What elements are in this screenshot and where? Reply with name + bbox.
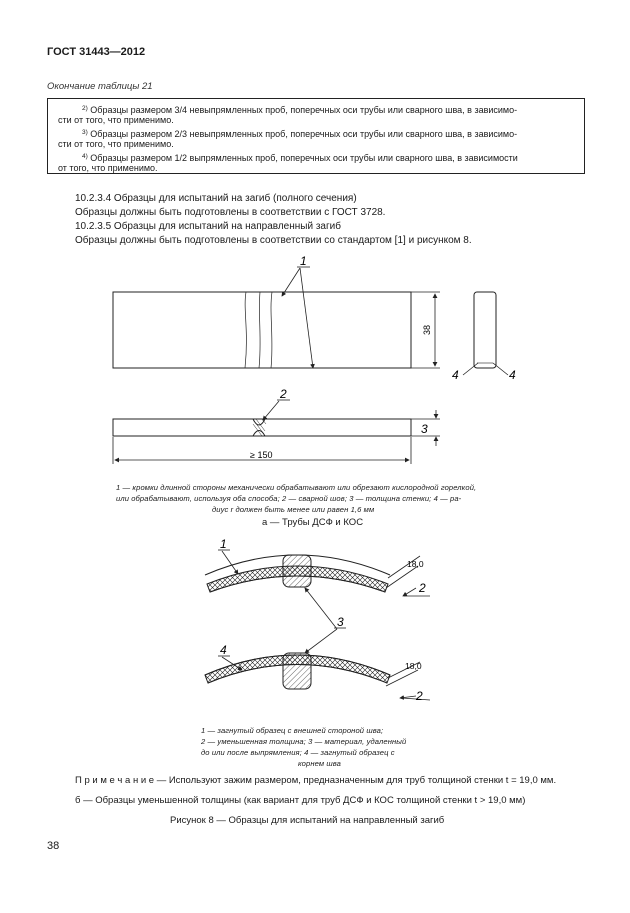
footnote-2-line1: $^{2)}$ Образцы размером 3/4 невыпрямленных проб, поперечных оси трубы или сварного шва, в зависимо-: [82, 105, 518, 115]
figure-b-drawing: [0, 530, 630, 720]
dim-b-bottom: 18,0: [405, 661, 422, 671]
dim-width-label: 38: [422, 324, 432, 335]
footnote-3-line1: $^{3)}$ Образцы размером 2/3 невыпрямленных проб, поперечных оси трубы или сварного шва, в зависимо-: [82, 129, 518, 139]
lower-bent-specimen: [205, 653, 390, 689]
label-1: 1: [300, 254, 307, 268]
footnote-2-line2: сти от того, что применимо.: [58, 115, 174, 125]
label-b-1: 1: [220, 537, 227, 551]
specimen-end-view: [463, 292, 508, 375]
label-3: 3: [421, 422, 428, 436]
body-line-1: 10.2.3.4 Образцы для испытаний на загиб (полного сечения): [75, 193, 357, 204]
dim-b-top: 18,0: [407, 559, 424, 569]
footnotes-box: [47, 98, 585, 174]
body-line-2: Образцы должны быть подготовлены в соответствии с ГОСТ 3728.: [75, 207, 386, 218]
body-line-4: Образцы должны быть подготовлены в соответствии со стандартом [1] и рисунком 8.: [75, 235, 472, 246]
table-caption: Окончание таблицы 21: [47, 81, 153, 92]
figure-b-legend-3: до или после выпрямления; 4 — загнутый образец с: [201, 748, 395, 757]
leader-1: [282, 267, 313, 368]
document-header: ГОСТ 31443—2012: [47, 46, 146, 58]
figure-a-caption: а — Трубы ДСФ и КОС: [262, 517, 364, 528]
figure-b-legend-1: 1 — загнутый образец с внешней стороной шва;: [201, 726, 384, 735]
label-b-4: 4: [220, 643, 227, 657]
page-number: 38: [47, 840, 60, 852]
specimen-plan-view: [113, 292, 411, 368]
dim-length-label: ≥ 150: [250, 450, 273, 460]
label-b-2a: 2: [419, 581, 426, 595]
label-4b: 4: [509, 368, 516, 382]
figure-b-legend-4: корнем шва: [298, 759, 341, 768]
upper-bent-specimen: [205, 555, 390, 592]
label-2: 2: [280, 387, 287, 401]
leader-2: [263, 400, 290, 420]
label-4a: 4: [452, 368, 459, 382]
label-b-3: 3: [337, 615, 344, 629]
figure-a-drawing: [0, 250, 630, 480]
footnote-4-line1: $^{4)}$ Образцы размером 1/2 выпрямленных проб, поперечных оси трубы или сварного шва, в зависимости: [82, 153, 518, 163]
figure-caption: Рисунок 8 — Образцы для испытаний на направленный загиб: [170, 815, 445, 826]
figure-a-legend-3: диус r должен быть менее или равен 1,6 мм: [212, 505, 375, 514]
footnote-3-line2: сти от того, что применимо.: [58, 139, 174, 149]
note: П р и м е ч а н и е — Используют зажим размером, предназначенным для труб толщиной стенки t = 19,0 мм.: [75, 775, 557, 786]
label-b-2b: 2: [416, 689, 423, 703]
specimen-side-view: [113, 419, 411, 436]
figure-b-legend-2: 2 — уменьшенная толщина; 3 — материал, удаленный: [201, 737, 407, 746]
body-line-3: 10.2.3.5 Образцы для испытаний на направленный загиб: [75, 221, 341, 232]
figure-a-legend-2: или обрабатывают, используя оба способа; 2 — сварной шов; 3 — толщина стенки; 4 — ра-: [116, 494, 462, 503]
figure-b-caption: б — Образцы уменьшенной толщины (как вариант для труб ДСФ и КОС толщиной стенки t > 19,0 мм): [75, 795, 526, 806]
figure-a-legend-1: 1 — кромки длинной стороны механически обрабатывают или обрезают кислородной горелкой,: [116, 483, 477, 492]
footnote-4-line2: от того, что применимо.: [58, 163, 158, 173]
